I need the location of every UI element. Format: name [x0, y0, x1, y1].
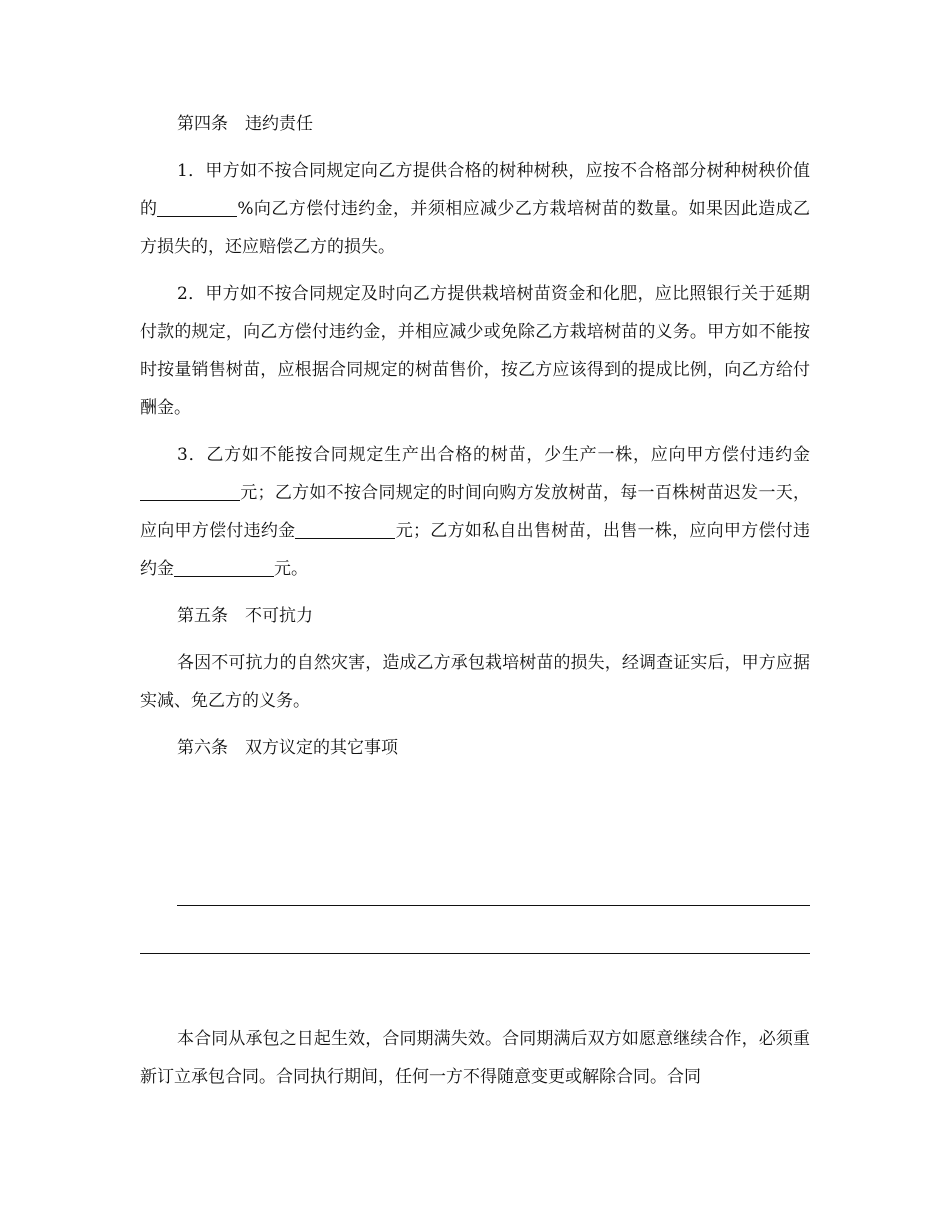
penalty-amount-blank-3 — [174, 559, 274, 577]
article-6-heading: 第六条 双方议定的其它事项 — [177, 738, 398, 758]
article-4-item-2: 2．甲方如不按合同规定及时向乙方提供栽培树苗资金和化肥，应比照银行关于延期付款的规定，向乙方偿付违约金，并相应减少或免除乙方栽培树苗的义务。甲方如不能按时按量销售树苗，应根据合同规定的树苗售价，按乙方应该得到的提成比例，向乙方给付酬金。 — [140, 284, 810, 418]
article-4-item-1 — [140, 152, 810, 266]
fill-in-line-2 — [140, 953, 810, 954]
article-5-body: 各因不可抗力的自然灾害，造成乙方承包栽培树苗的损失，经调查证实后，甲方应据实减、免乙方的义务。 — [140, 653, 810, 711]
article-4-item-3-text-d: 元。 — [274, 559, 308, 579]
article-4-heading: 第四条 违约责任 — [177, 114, 313, 134]
article-4-item-3-text-c: 元；乙方如私自出售树苗，出售一株，应向甲方偿付违约金 — [140, 521, 811, 579]
fill-in-line-1 — [177, 905, 810, 906]
percentage-blank — [157, 199, 237, 217]
penalty-amount-blank-1 — [140, 483, 240, 501]
penalty-amount-blank-2 — [295, 521, 395, 539]
article-4-item-1-text-b: %向乙方偿付违约金，并须相应减少乙方栽培树苗的数量。如果因此造成乙方损失的，还应赔偿乙方的损失。 — [140, 199, 810, 257]
closing-paragraph: 本合同从承包之日起生效，合同期满失效。合同期满后双方如愿意继续合作，必须重新订立承包合同。合同执行期间，任何一方不得随意变更或解除合同。合同 — [140, 1029, 810, 1087]
closing-section — [140, 1020, 810, 1105]
document-page — [140, 105, 810, 776]
article-4-item-3 — [140, 436, 810, 588]
article-5-heading: 第五条 不可抗力 — [177, 606, 313, 626]
article-4-item-3-text-a: 3．乙方如不能按合同规定生产出合格的树苗，少生产一株，应向甲方偿付违约金 — [177, 445, 810, 465]
article-4-item-1-text-a: 1．甲方如不按合同规定向乙方提供合格的树种树秧，应按不合格部分树种树秧价值的 — [140, 161, 810, 219]
article-4-item-3-text-b: 元；乙方如不按合同规定的时间向购方发放树苗，每一百株树苗迟发一天，应向甲方偿付违约金 — [140, 483, 810, 541]
